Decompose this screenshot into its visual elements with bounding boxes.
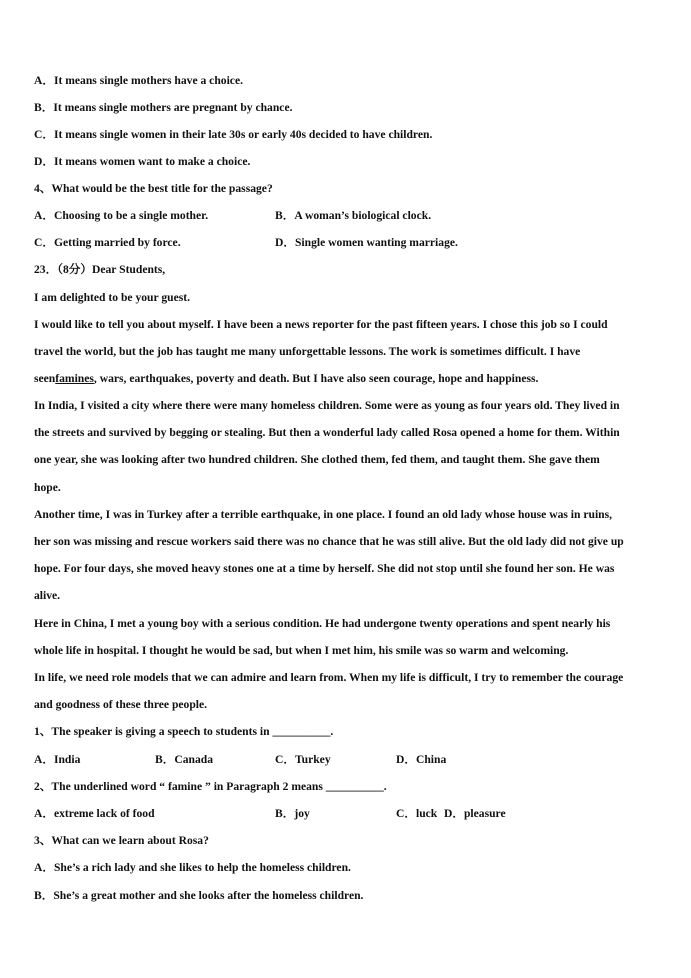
passage-line: hope. bbox=[34, 481, 61, 494]
passage-heading: 23．（8分）Dear Students, bbox=[34, 263, 166, 276]
option-b: B．It means single mothers are pregnant by chance. bbox=[34, 101, 293, 114]
q3-option-a: A．She’s a rich lady and she likes to help the homeless children. bbox=[34, 861, 351, 874]
q4-option-a: A．Choosing to be a single mother. bbox=[34, 209, 209, 222]
passage-line: Here in China, I met a young boy with a serious condition. He had undergone twenty operations and spent nearly his bbox=[34, 617, 611, 630]
q1-option-a: A．India bbox=[34, 753, 81, 766]
passage-line: In India, I visited a city where there were many homeless children. Some were as young as four years old. They lived in bbox=[34, 399, 620, 412]
q2-option-d: D．pleasure bbox=[444, 807, 506, 820]
text: , wars, earthquakes, poverty and death. But I have also seen courage, hope and happiness. bbox=[93, 372, 539, 385]
q4-option-d: D．Single women wanting marriage. bbox=[275, 236, 458, 249]
question-3: 3、What can we learn about Rosa? bbox=[34, 834, 209, 847]
passage-line: In life, we need role models that we can admire and learn from. When my life is difficult, I try to remember the courage bbox=[34, 671, 624, 684]
passage-line: the streets and survived by begging or stealing. But then a wonderful lady called Rosa opened a home for them. Within bbox=[34, 426, 620, 439]
passage-line: I am delighted to be your guest. bbox=[34, 291, 190, 304]
option-c: C．It means single women in their late 30s or early 40s decided to have children. bbox=[34, 128, 433, 141]
underlined-word: famines bbox=[55, 372, 94, 385]
passage-line: and goodness of these three people. bbox=[34, 698, 208, 711]
passage-line: hope. For four days, she moved heavy stones one at a time by herself. She did not stop until she found her son. He was bbox=[34, 562, 615, 575]
passage-line: alive. bbox=[34, 589, 61, 602]
q4-option-b: B．A woman’s biological clock. bbox=[275, 209, 432, 222]
q4-option-c: C．Getting married by force. bbox=[34, 236, 181, 249]
option-a: A．It means single mothers have a choice. bbox=[34, 74, 243, 87]
q2-option-c: C．luck bbox=[396, 807, 438, 820]
question-1: 1、The speaker is giving a speech to students in __________. bbox=[34, 725, 334, 738]
q2-option-a: A．extreme lack of food bbox=[34, 807, 155, 820]
passage-line: travel the world, but the job has taught me many unforgettable lessons. The work is sometimes difficult. I have bbox=[34, 345, 581, 358]
q3-option-b: B．She’s a great mother and she looks after the homeless children. bbox=[34, 889, 364, 902]
q1-option-b: B．Canada bbox=[155, 753, 213, 766]
q1-option-c: C．Turkey bbox=[275, 753, 331, 766]
passage-line: whole life in hospital. I thought he would be sad, but when I met him, his smile was so warm and welcoming. bbox=[34, 644, 569, 657]
passage-line bbox=[34, 371, 538, 387]
passage-line: one year, she was looking after two hundred children. She clothed them, fed them, and taught them. She gave them bbox=[34, 453, 600, 466]
passage-line: Another time, I was in Turkey after a terrible earthquake, in one place. I found an old lady whose house was in ruins, bbox=[34, 508, 613, 521]
passage-line: I would like to tell you about myself. I have been a news reporter for the past fifteen years. I chose this job so I could bbox=[34, 318, 608, 331]
question-4: 4、What would be the best title for the passage? bbox=[34, 182, 273, 195]
q2-option-b: B．joy bbox=[275, 807, 310, 820]
option-d: D．It means women want to make a choice. bbox=[34, 155, 251, 168]
q1-option-d: D．China bbox=[396, 753, 447, 766]
question-2: 2、The underlined word “ famine ” in Paragraph 2 means __________. bbox=[34, 780, 387, 793]
passage-line: her son was missing and rescue workers said there was no chance that he was still alive. But the old lady did not give up bbox=[34, 535, 624, 548]
text: seen bbox=[34, 372, 56, 385]
